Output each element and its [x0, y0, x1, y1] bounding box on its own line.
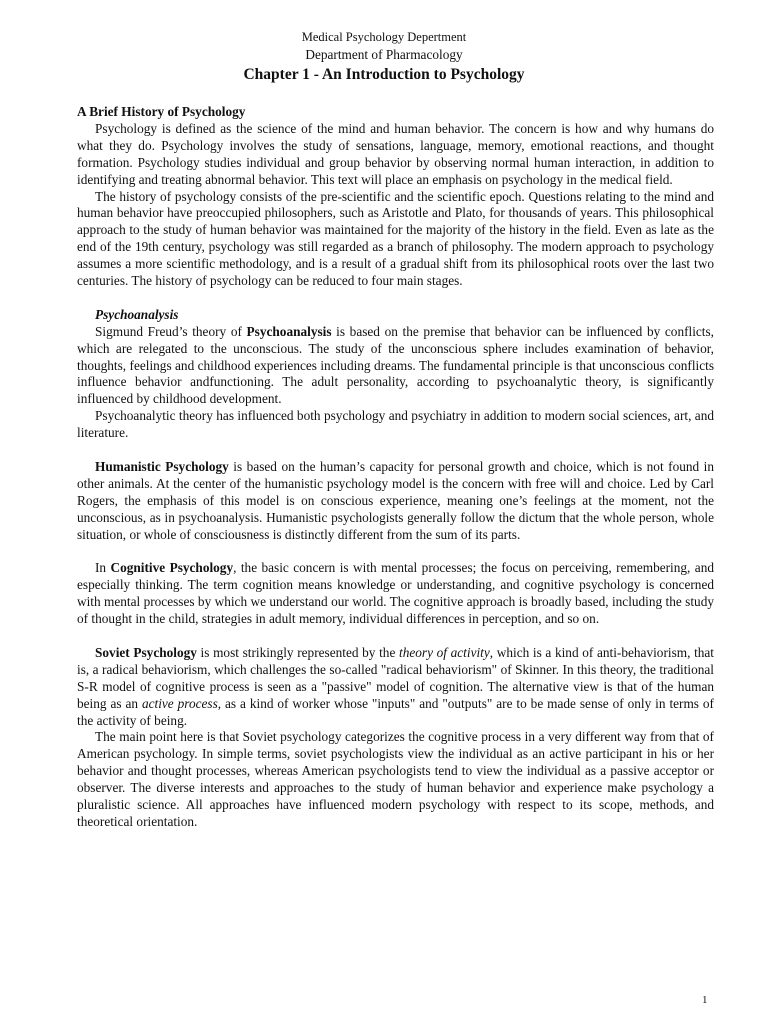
page-number: 1 [702, 994, 708, 1006]
humanistic-term: Humanistic Psychology [95, 459, 229, 474]
soviet-paragraph-1 [77, 645, 714, 730]
humanistic-paragraph [77, 459, 714, 544]
soviet-text-1: is most strikingly represented by the [196, 644, 400, 660]
psychoanalysis-text-post: is based on the premise that behavior can be influenced by conflicts, which are relegated to the unconscious. The study of the unconscious sphere includes examination of behavior, thoughts, feelings and childhood experiences including dreams. The fundamental principle is that unconscious conflicts influence behavior andfunctioning. The adult personality, according to psychoanalytic theory, is significantly influenced by childhood development. [77, 323, 715, 407]
chapter-title: Chapter 1 - An Introduction to Psychology [243, 66, 525, 83]
cognitive-paragraph [77, 560, 714, 628]
section-heading-history: A Brief History of Psychology [77, 104, 246, 119]
soviet-paragraph-2: The main point here is that Soviet psychology categorizes the cognitive process in a very different way from that of American psychology. In simple terms, soviet psychologists view the individual as an active participant in his or her behavior and thought processes, whereas American psychologists tend to view the individual as a passive acceptor or observer. The diverse interests and approaches to the study of human behavior and experience make psychology a pluralistic science. All approaches have influenced modern psychology with respect to its scope, methods, and theoretical orientation. [77, 729, 714, 829]
psychoanalysis-text-pre: Sigmund Freud’s theory of [95, 323, 247, 339]
soviet-italic-theory: theory of activity [399, 644, 490, 660]
cognitive-term: Cognitive Psychology [110, 560, 234, 576]
humanistic-text: is based on the human’s capacity for personal growth and choice, which is not found in other animals. At the center of the humanistic psychology model is the concern with free will and choice. Led by Carl Rogers, the emphasis of this model is on conscious experience, meaning one’s feelings at the moment, not the unconscious, as in psychoanalysis. Humanistic psychologists generally follow the dictum that the whole person, whole situation, or whole of consciousness is distinctly different from the sum of its parts. [77, 459, 715, 542]
soviet-text-2: , which is a kind of anti-behaviorism, that is, a radical behaviorism, which challenges the so-called "radical behaviorism" of Skinner. In this theory, the traditional S-R model of cognitive process is seen as a "passive" model of cognition. The alternative view is that of the human being as an [77, 644, 715, 711]
document-body [77, 104, 714, 831]
psychoanalysis-paragraph-1 [77, 324, 714, 409]
psychoanalysis-term: Psychoanalysis [246, 323, 332, 339]
history-paragraph-2: The history of psychology consists of the pre-scientific and the scientific epoch. Questions relating to the mind and human behavior have preoccupied philosophers, such as Aristotle and Plato, for thousands of years. This philosophical approach to the study of human behavior was maintained for the majority of the history in the field. Even as late as the end of the 19th century, psychology was still regarded as a branch of philosophy. The modern approach to psychology assumes a more scientific methodology, and is a result of a gradual shift from its philosophical roots over the last two centuries. The history of psychology can be reduced to four main stages. [77, 188, 714, 289]
cognitive-text-pre: In [95, 560, 111, 576]
soviet-italic-active: active process [141, 695, 218, 711]
department-line-2: Department of Pharmacology [305, 47, 463, 62]
cognitive-text: , the basic concern is with mental processes; the focus on perceiving, remembering, and especially thinking. The term cognition means knowledge or understanding, and cognitive psychology is concerned with mental processes by which we understand our world. The cognitive approach is broadly based, including the study of thought in the child, strategies in adult memory, individual differences in perception, and so on. [77, 560, 714, 627]
psychoanalysis-paragraph-2: Psychoanalytic theory has influenced both psychology and psychiatry in addition to modern social sciences, art, and literature. [77, 408, 714, 441]
history-paragraph-1: Psychology is defined as the science of the mind and human behavior. The concern is how and why humans do what they do. Psychology involves the study of sensations, language, memory, emotional reactions, and thought formation. Psychology studies individual and group behavior by observing normal human interaction, in addition to identifying and treating abnormal behavior. This text will place an emphasis on psychology in the medical field. [77, 120, 714, 187]
department-line-1: Medical Psychology Depertment [301, 30, 467, 44]
subsection-heading-psychoanalysis: Psychoanalysis [95, 306, 179, 322]
soviet-term: Soviet Psychology [95, 644, 197, 660]
soviet-text-3: , as a kind of worker whose "inputs" and "outputs" are to be made sense of only in terms of the activity of being. [77, 695, 714, 728]
